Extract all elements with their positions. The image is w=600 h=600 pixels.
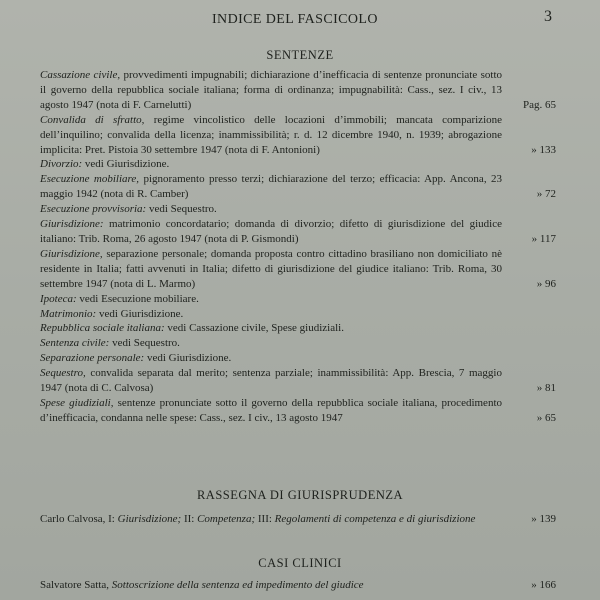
entry-text: vedi Giurisdizione. [146,352,232,365]
entry-text: convalida separata dal merito; sentenza parziale; inammissibilità: App. Brescia, 7 maggio 1947 (nota di C. Calvosa) [40,367,502,395]
entry-title: Ipoteca: [40,292,77,305]
entry-page: » 65 [536,411,556,424]
entry-title: Convalida di sfratto, [40,113,145,126]
index-entry [40,172,560,202]
entry-page: » 133 [531,143,556,156]
entry-title: Separazione personale: [40,352,145,365]
entry-title: Cassazione civile, [40,69,121,81]
rassegna-title-c: Regolamenti di competenza e di giurisdizione [274,513,476,525]
casi-entry [40,578,560,593]
entry-title: Divorzio: [40,158,83,171]
entry-page: » 117 [531,232,556,245]
index-entry [40,113,560,158]
entry-title: Giurisdizione, [40,247,103,260]
section-title-rassegna: RASSEGNA DI GIURISPRUDENZA [196,488,404,502]
entry-text: vedi Sequestro. [112,337,180,350]
page-number: 3 [544,8,552,25]
index-entry [40,396,560,426]
entry-title: Giurisdizione: [40,218,104,231]
entry-title: Sequestro, [40,367,86,380]
index-entry [40,247,560,292]
index-entry [40,202,560,217]
index-entry [40,321,560,336]
index-entry [40,351,560,366]
entry-text: provvedimenti impugnabili; dichiarazione d’inefficacia di sentenze pronunciate sotto il governo della repubblica sociale italiana; forma di ordinanza; impugnabilità: Cass., sez. I civ., 13 agosto 1947 (nota di F. Carnelutti) [40,69,503,111]
entry-title: Esecuzione provvisoria: [40,203,147,216]
casi-page: » 166 [531,579,556,591]
entry-text: vedi Esecuzione mobiliare. [79,292,199,305]
entry-page: » 72 [536,188,556,201]
rassegna-page: » 139 [531,513,556,525]
sentenze-list [40,68,560,426]
rassegna-title-a: Giurisdizione; [117,513,182,525]
rassegna-part-b: II: [183,513,195,525]
entry-text: separazione personale; domanda proposta contro cittadino brasiliano non domiciliato nè residente in Italia; fatti avvenuti in Italia; difetto di giurisdizione del giudice italiano: Trib. Roma, 30 settembre 1947 (nota di L. Marmo) [40,247,503,290]
entry-page: » 81 [536,382,556,395]
rassegna-author: Carlo Calvosa, [40,513,106,525]
page-title: INDICE DEL FASCICOLO [212,12,378,27]
index-entry [40,68,560,113]
entry-text: vedi Sequestro. [148,203,217,216]
entry-title: Spese giudiziali, [40,396,114,409]
entry-page: Pag. 65 [523,98,556,111]
index-entry [40,366,560,396]
index-entry [40,307,560,322]
entry-page: » 96 [536,277,556,290]
entry-title: Repubblica sociale italiana: [40,322,165,335]
index-entry [40,217,560,247]
rassegna-entry [40,512,560,527]
section-title-sentenze: SENTENZE [266,48,334,62]
entry-title: Esecuzione mobiliare, [40,173,140,186]
casi-author: Salvatore Satta, [40,579,110,591]
entry-title: Sentenza civile: [40,337,110,350]
rassegna-title-b: Competenza; [197,513,256,525]
casi-title: Sottoscrizione della sentenza ed impedimento del giudice [111,579,364,591]
rassegna-part-a: I: [108,513,115,525]
entry-text: vedi Giurisdizione. [98,307,184,320]
index-entry [40,336,560,351]
entry-text: regime vincolistico delle locazioni d’immobili; mancata comparizione dell’inquilino; convalida della licenza; inammissibilità; r. d. 12 dicembre 1940, n. 1939; abrogazione implicita: Pret. Pistoia 30 settembre 1947 (nota di F. Antonioni) [40,113,503,156]
section-title-casi: CASI CLINICI [258,556,342,570]
entry-text: pignoramento presso terzi; dichiarazione del terzo; efficacia: App. Ancona, 23 maggio 1942 (nota di R. Camber) [40,173,502,201]
index-entry [40,292,560,307]
entry-text: vedi Cassazione civile, Spese giudiziali. [167,322,344,335]
index-entry [40,157,560,172]
page-header [0,8,600,34]
entry-text: matrimonio concordatario; domanda di divorzio; difetto di giurisdizione del giudice italiano: Trib. Roma, 26 agosto 1947 (nota di P. Gismondi) [40,218,502,245]
rassegna-part-c: III: [257,513,272,525]
entry-text: vedi Giurisdizione. [84,158,170,171]
entry-title: Matrimonio: [40,307,97,320]
entry-text: sentenze pronunciate sotto il governo della repubblica sociale italiana, procedimento d’inefficacia, condanna nelle spese: Cass., sez. I civ., 13 agosto 1947 [40,396,503,424]
